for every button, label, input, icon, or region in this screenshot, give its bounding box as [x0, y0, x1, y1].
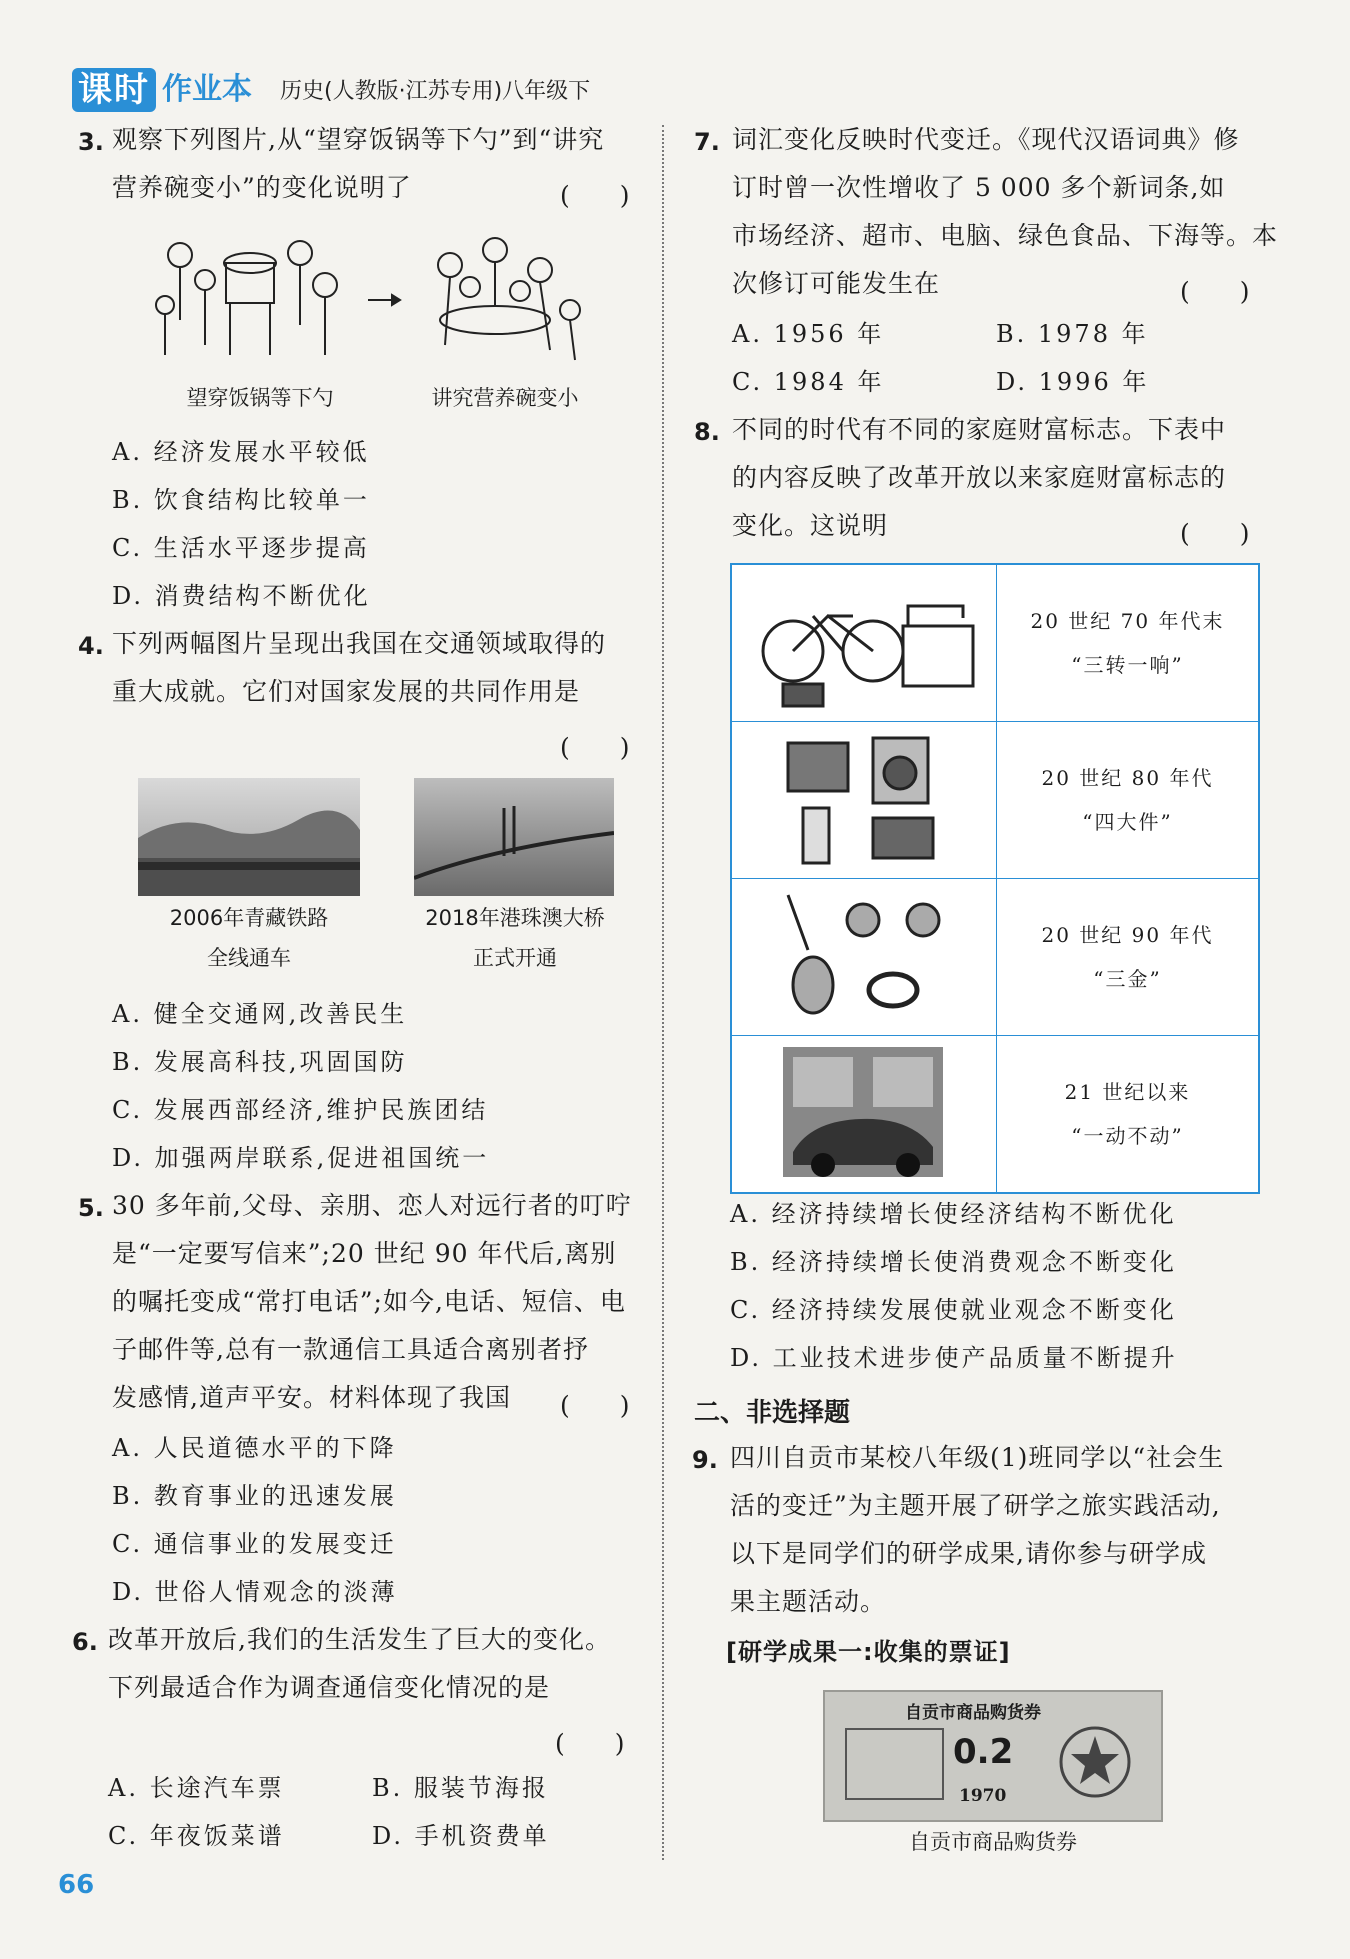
- q7-option-b[interactable]: B. 1978 年: [996, 320, 1149, 348]
- appliances-icon: [733, 723, 995, 873]
- q9-stem-line4: 果主题活动。: [730, 1587, 887, 1616]
- table-text-cell: [997, 564, 1260, 722]
- house-car-icon: [733, 1037, 995, 1187]
- table-row: [731, 1036, 1259, 1194]
- ration-ticket-image: [823, 1690, 1163, 1822]
- q3-stem-line2: 营养碗变小”的变化说明了: [112, 173, 412, 202]
- q5-answer-paren[interactable]: ( ): [560, 1391, 630, 1420]
- train-icon: [138, 862, 360, 870]
- q7-stem-line4: 次修订可能发生在: [732, 269, 941, 298]
- bicycle-sewing-machine-icon: [733, 566, 995, 716]
- section-title: 二、非选择题: [694, 1398, 851, 1428]
- era-label: 20 世纪 80 年代: [1041, 766, 1214, 790]
- q3-answer-paren[interactable]: ( ): [560, 181, 630, 210]
- q5-option-b[interactable]: B. 教育事业的迅速发展: [112, 1482, 397, 1510]
- seal-icon: [1055, 1722, 1135, 1802]
- q5-stem-line3: 的嘱托变成“常打电话”;如今,电话、短信、电: [112, 1287, 626, 1316]
- q7-stem-line3: 市场经济、超市、电脑、绿色食品、下海等。本: [732, 221, 1279, 250]
- q6-option-c[interactable]: C. 年夜饭菜谱: [108, 1822, 285, 1850]
- crowd-waiting-icon: [156, 241, 337, 355]
- logo: [72, 68, 252, 112]
- q7-option-c[interactable]: C. 1984 年: [732, 368, 885, 396]
- research-result-title: [研学成果一:收集的票证]: [726, 1638, 1011, 1666]
- q7-stem-line2: 订时曾一次性增收了 5 000 多个新词条,如: [732, 173, 1226, 202]
- q8-option-d[interactable]: D. 工业技术进步使产品质量不断提升: [730, 1344, 1178, 1372]
- q8-answer-paren[interactable]: ( ): [1180, 519, 1250, 548]
- table-row: [731, 564, 1259, 722]
- q5-number: 5.: [78, 1194, 104, 1222]
- symbol-label: “三金”: [1093, 967, 1162, 991]
- symbol-label: “四大件”: [1082, 810, 1173, 834]
- q7-stem-line1: 词汇变化反映时代变迁。《现代汉语词典》修: [732, 125, 1240, 154]
- q3-caption-left: 望穿饭锅等下勺: [186, 386, 334, 410]
- era-label: 21 世纪以来: [1064, 1080, 1191, 1104]
- arrow-icon: [368, 295, 400, 305]
- q4-option-c[interactable]: C. 发展西部经济,维护民族团结: [112, 1096, 489, 1124]
- ticket-stamp-box: [845, 1728, 944, 1800]
- q8-option-c[interactable]: C. 经济持续发展使就业观念不断变化: [730, 1296, 1177, 1324]
- q4-option-d[interactable]: D. 加强两岸联系,促进祖国统一: [112, 1144, 490, 1172]
- q7-option-d[interactable]: D. 1996 年: [996, 368, 1150, 396]
- q9-stem-line2: 活的变迁”为主题开展了研学之旅实践活动,: [730, 1491, 1221, 1520]
- q3-number: 3.: [78, 128, 104, 156]
- q4-stem-line1: 下列两幅图片呈现出我国在交通领域取得的: [112, 629, 607, 658]
- railway-photo: [138, 778, 360, 896]
- q3-illustration: [150, 225, 590, 375]
- bridge-photo: [414, 778, 614, 896]
- q7-number: 7.: [694, 128, 720, 156]
- q4-caption-left-2: 全线通车: [207, 946, 291, 970]
- q9-stem-line1: 四川自贡市某校八年级(1)班同学以“社会生: [730, 1443, 1225, 1472]
- q5-option-a[interactable]: A. 人民道德水平的下降: [112, 1434, 397, 1462]
- q4-option-b[interactable]: B. 发展高科技,巩固国防: [112, 1048, 408, 1076]
- q3-option-c[interactable]: C. 生活水平逐步提高: [112, 534, 370, 562]
- page-header: [72, 68, 590, 112]
- table-text-cell: [997, 879, 1260, 1036]
- q4-option-a[interactable]: A. 健全交通网,改善民生: [112, 1000, 408, 1028]
- table-image-cell: [731, 1036, 997, 1194]
- column-divider: [662, 125, 664, 1860]
- q6-number: 6.: [72, 1628, 98, 1656]
- q6-option-d[interactable]: D. 手机资费单: [372, 1822, 550, 1850]
- era-label: 20 世纪 70 年代末: [1030, 609, 1225, 633]
- logo-main: 课时: [72, 68, 156, 112]
- family-dining-icon: [438, 238, 580, 360]
- q5-stem-line2: 是“一定要写信来”;20 世纪 90 年代后,离别: [112, 1239, 617, 1268]
- q4-caption-right-2: 正式开通: [473, 946, 557, 970]
- table-row: [731, 879, 1259, 1036]
- q3-stem-line1: 观察下列图片,从“望穿饭锅等下勺”到“讲究: [112, 125, 605, 154]
- table-image-cell: [731, 879, 997, 1036]
- q4-caption-left-1: 2006年青藏铁路: [169, 906, 329, 930]
- table-text-cell: [997, 1036, 1260, 1194]
- q3-option-a[interactable]: A. 经济发展水平较低: [112, 438, 370, 466]
- logo-sub: 作业本: [162, 72, 252, 107]
- q5-option-c[interactable]: C. 通信事业的发展变迁: [112, 1530, 397, 1558]
- q6-option-a[interactable]: A. 长途汽车票: [108, 1774, 285, 1802]
- q4-answer-paren[interactable]: ( ): [560, 733, 630, 762]
- subject-title: 历史(人教版·江苏专用)八年级下: [280, 79, 591, 104]
- q8-option-a[interactable]: A. 经济持续增长使经济结构不断优化: [730, 1200, 1177, 1228]
- q5-stem-line5: 发感情,道声平安。材料体现了我国: [112, 1383, 511, 1412]
- q5-stem-line4: 子邮件等,总有一款通信工具适合离别者抒: [112, 1335, 589, 1364]
- q6-option-b[interactable]: B. 服装节海报: [372, 1774, 549, 1802]
- q9-stem-line3: 以下是同学们的研学成果,请你参与研学成: [730, 1539, 1207, 1568]
- era-label: 20 世纪 90 年代: [1041, 923, 1214, 947]
- gold-jewelry-icon: [733, 880, 995, 1030]
- q9-number: 9.: [692, 1446, 718, 1474]
- q8-stem-line2: 的内容反映了改革开放以来家庭财富标志的: [732, 463, 1227, 492]
- q8-number: 8.: [694, 418, 720, 446]
- ticket-value: 0.2: [953, 1732, 1014, 1772]
- q8-stem-line3: 变化。这说明: [732, 511, 889, 540]
- q6-stem-line1: 改革开放后,我们的生活发生了巨大的变化。: [108, 1625, 611, 1654]
- q6-stem-line2: 下列最适合作为调查通信变化情况的是: [108, 1673, 551, 1702]
- ticket-year: 1970: [959, 1786, 1007, 1806]
- page-number: 66: [58, 1870, 95, 1900]
- q8-stem-line1: 不同的时代有不同的家庭财富标志。下表中: [732, 415, 1227, 444]
- table-row: [731, 722, 1259, 879]
- q4-stem-line2: 重大成就。它们对国家发展的共同作用是: [112, 677, 581, 706]
- q3-option-b[interactable]: B. 饮食结构比较单一: [112, 486, 370, 514]
- q7-option-a[interactable]: A. 1956 年: [732, 320, 885, 348]
- ticket-caption: 自贡市商品购货券: [909, 1830, 1077, 1854]
- symbol-label: “一动不动”: [1071, 1124, 1184, 1148]
- q5-option-d[interactable]: D. 世俗人情观念的淡薄: [112, 1578, 398, 1606]
- q6-answer-paren[interactable]: ( ): [555, 1729, 625, 1758]
- table-text-cell: [997, 722, 1260, 879]
- table-image-cell: [731, 722, 997, 879]
- q3-caption-right: 讲究营养碗变小: [431, 386, 579, 410]
- symbol-label: “三转一响”: [1071, 653, 1184, 677]
- q7-answer-paren[interactable]: ( ): [1180, 277, 1250, 306]
- q4-caption-right-1: 2018年港珠澳大桥: [425, 906, 605, 930]
- ticket-title: 自贡市商品购货券: [905, 1703, 1041, 1723]
- table-image-cell: [731, 564, 997, 722]
- q3-option-d[interactable]: D. 消费结构不断优化: [112, 582, 371, 610]
- q5-stem-line1: 30 多年前,父母、亲朋、恋人对远行者的叮咛: [112, 1191, 632, 1220]
- q4-number: 4.: [78, 632, 104, 660]
- wealth-symbol-table: [730, 563, 1260, 1194]
- q8-option-b[interactable]: B. 经济持续增长使消费观念不断变化: [730, 1248, 1177, 1276]
